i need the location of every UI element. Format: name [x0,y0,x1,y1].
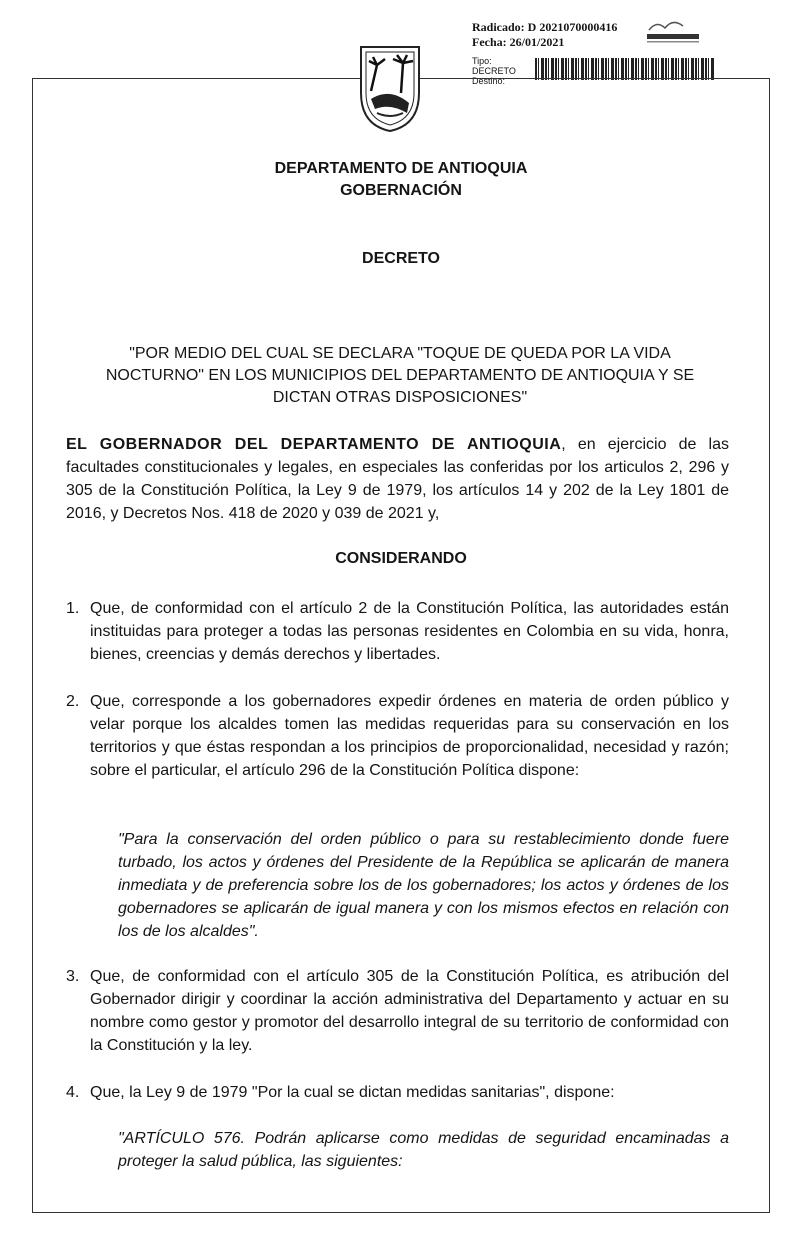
barcode-icon [535,58,715,80]
document-type: DECRETO [362,250,440,267]
radicado-number: Radicado: D 2021070000416 [472,20,618,34]
item-text: Que, de conformidad con el artículo 305 de la Constitución Política, es atribución del Gobernador dirigir y coordinar la acción administrativa del Departamento y actuar en su nombre como gestor y promotor del desarrollo integral de su territorio de conformidad con la Constitución y la ley. [90,968,729,1054]
filing-stamp [472,20,618,86]
intro-paragraph [66,433,729,525]
quoted-article-576: "ARTÍCULO 576. Podrán aplicarse como medidas de seguridad encaminadas a proteger la salud pública, las siguientes: [118,1130,729,1170]
item-number: 1. [66,600,80,617]
tipo-label: Tipo: [472,56,492,66]
list-item [66,690,729,782]
item-number: 3. [66,968,80,985]
office-name: GOBERNACIÓN [340,182,462,199]
item-text: Que, la Ley 9 de 1979 "Por la cual se dictan medidas sanitarias", dispone: [90,1084,615,1101]
intro-authority: EL GOBERNADOR DEL DEPARTAMENTO DE ANTIOQUIA [66,436,562,453]
item-text: Que, corresponde a los gobernadores expedir órdenes en materia de orden público y velar porque los alcaldes tomen las medidas requeridas para su conservación en los territorios y que éstas respondan a los principios de proporcionalidad, necesidad y razón; sobre el particular, el artículo 296 de la Constitución Política dispone: [90,693,729,779]
filing-date: Fecha: 26/01/2021 [472,35,565,49]
decree-title: "POR MEDIO DEL CUAL SE DECLARA "TOQUE DE QUEDA POR LA VIDA NOCTURNO" EN LOS MUNICIPIOS DEL DEPARTAMENTO DE ANTIOQUIA Y SE DICTAN OTRAS DISPOSICIONES" [105,345,695,406]
tipo-value: DECRETO [472,66,516,76]
item-number: 4. [66,1084,80,1101]
list-item [66,597,729,666]
list-item [66,965,729,1057]
list-item [66,1081,729,1104]
destino-label: Destino: [472,76,506,86]
document-header [32,158,770,202]
coat-of-arms-icon [357,43,423,133]
item-number: 2. [66,693,80,710]
quoted-article-296: "Para la conservación del orden público o para su restablecimiento donde fuere turbado, los actos y órdenes del Presidente de la República se aplicarán de manera inmediata y de preferencia sobre los de los gobernadores; los actos y órdenes de los gobernadores se aplicarán de igual manera y con los mismos efectos en relación con los de los alcaldes". [118,831,729,940]
considerando-heading: CONSIDERANDO [335,550,467,567]
item-text: Que, de conformidad con el artículo 2 de la Constitución Política, las autoridades están instituidas para proteger a todas las personas residentes en Colombia en su vida, honra, bienes, creencias y demás derechos y libertades. [90,600,729,663]
intro-text: , en ejercicio de las facultades constitucionales y legales, en especiales las conferidas por los articulos 2, 296 y 305 de la Constitución Política, la Ley 9 de 1979, los artículos 14 y 202 de la Ley 1801 de 2016, y Decretos Nos. 418 de 2020 y 039 de 2021 y, [66,436,730,522]
gobernacion-logo-icon [643,16,701,46]
department-name: DEPARTAMENTO DE ANTIOQUIA [274,160,528,177]
